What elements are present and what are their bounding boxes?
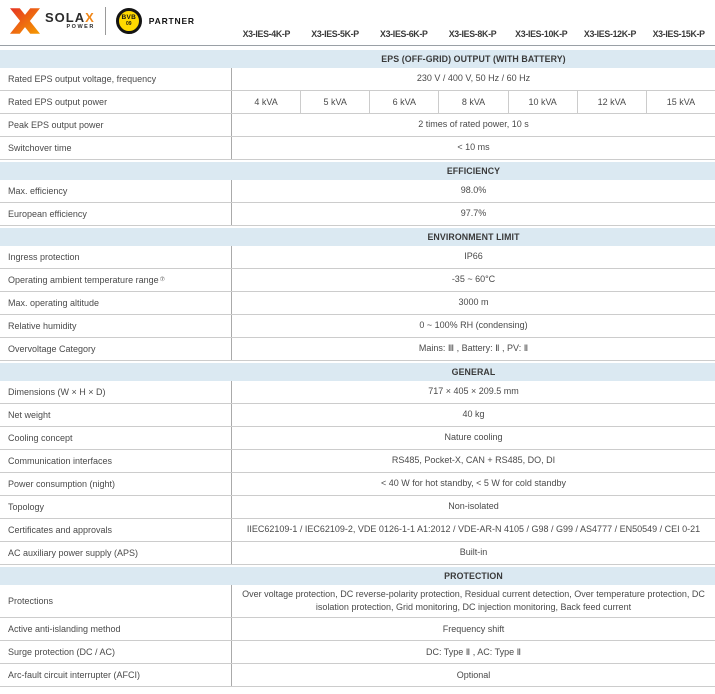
row-label: Relative humidity [0,315,232,337]
row-label: Surge protection (DC / AC) [0,641,232,663]
section-title: EFFICIENCY [446,166,501,176]
spec-row [0,542,715,565]
row-value-cell: 5 kVA [300,91,369,113]
bvb-text: BVB [121,14,137,22]
row-label: Peak EPS output power [0,114,232,136]
row-value: Non-isolated [448,501,499,512]
row-value: 230 V / 400 V, 50 Hz / 60 Hz [416,73,531,84]
section-header [0,162,715,180]
row-value: Over voltage protection, DC reverse-polarity protection, Residual current detection, Over temperature protection, DC isolation protection, Grid monitoring, DC injection monitoring, Back feed current [242,589,705,613]
row-label: Certificates and approvals [0,519,232,541]
spec-row [0,91,715,114]
column-header: X3-IES-12K-P [583,29,637,39]
row-value-cell: 10 kVA [508,91,577,113]
spec-row [0,641,715,664]
row-value: 0 ~ 100% RH (condensing) [419,320,528,331]
spec-row [0,292,715,315]
row-label: Max. operating altitude [0,292,232,314]
row-value: IP66 [464,251,483,262]
section-header [0,228,715,246]
row-value: 98.0% [460,185,487,196]
row-label: Overvoltage Category [0,338,232,360]
spec-row [0,338,715,361]
page-header [0,0,715,46]
spec-row [0,618,715,641]
row-label: AC auxiliary power supply (APS) [0,542,232,564]
row-label: Rated EPS output power [0,91,232,113]
row-value: Mains: Ⅲ , Battery: Ⅱ , PV: Ⅱ [418,343,529,354]
column-header: X3-IES-8K-P [448,29,497,39]
spec-row [0,180,715,203]
row-label: Net weight [0,404,232,426]
row-value-cell: 8 kVA [438,91,507,113]
row-value-cell: 4 kVA [254,97,278,107]
row-value: RS485, Pocket-X, CAN + RS485, DO, DI [391,455,556,466]
partner-label: PARTNER [148,16,195,26]
row-value: 3000 m [458,297,489,308]
brand-text [45,11,95,31]
section-header [0,50,715,68]
row-value: Built-in [459,547,488,558]
spec-row [0,246,715,269]
row-label: Cooling concept [0,427,232,449]
section-header [0,363,715,381]
column-header: X3-IES-15K-P [652,29,705,39]
brand-name: SOLA [45,10,86,26]
section-title: EPS (OFF-GRID) OUTPUT (WITH BATTERY) [381,54,566,64]
spec-row [0,137,715,160]
row-label: Communication interfaces [0,450,232,472]
section-title: GENERAL [451,367,496,377]
row-value-cell: 12 kVA [577,91,646,113]
row-label: Power consumption (night) [0,473,232,495]
row-label: Arc-fault circuit interrupter (AFCI) [0,664,232,686]
spec-row [0,68,715,91]
row-label: Active anti-islanding method [0,618,232,640]
section-title: ENVIRONMENT LIMIT [427,232,520,242]
brand-sub: POWER [66,24,95,31]
row-label: Topology [0,496,232,518]
spec-row [0,381,715,404]
spec-row [0,473,715,496]
brand-x: X [85,10,95,26]
section-title: PROTECTION [444,571,503,581]
row-value: 717 × 405 × 209.5 mm [428,386,519,397]
spec-row [0,585,715,618]
spec-row [0,203,715,226]
row-value: Frequency shift [442,623,505,634]
row-label: European efficiency [0,203,232,225]
row-value: IIEC62109-1 / IEC62109-2, VDE 0126-1-1 A1:2012 / VDE-AR-N 4105 / G98 / G99 / AS4777 / EN50549 / CEI 0-21 [246,524,701,535]
spec-row [0,427,715,450]
spec-row [0,450,715,473]
bvb-logo-icon [116,8,142,34]
section-header [0,567,715,585]
row-value: -35 ~ 60°C [451,274,496,285]
bvb-number: 09 [126,20,132,27]
row-value: 40 kg [462,409,485,420]
row-value: < 40 W for hot standby, < 5 W for cold standby [381,478,566,489]
solax-x-mark-icon [10,8,40,34]
row-value: DC: Type Ⅱ , AC: Type Ⅱ [425,646,522,657]
row-label: Protections [0,585,232,617]
column-header: X3-IES-6K-P [380,29,428,39]
row-label: Rated EPS output voltage, frequency [0,68,232,90]
row-value: 2 times of rated power, 10 s [418,119,529,130]
column-header: X3-IES-10K-P [515,29,568,39]
solax-logo [10,7,195,35]
spec-row [0,519,715,542]
row-label: Switchover time [0,137,232,159]
row-label: Operating ambient temperature range ⑦ [0,269,232,291]
model-column-headers [232,29,713,39]
column-header: X3-IES-5K-P [311,29,359,39]
column-header: X3-IES-4K-P [242,29,291,39]
row-cells [232,91,715,113]
row-label: Dimensions (W × H × D) [0,381,232,403]
row-value-cell: 6 kVA [369,91,438,113]
row-value-cell: 15 kVA [646,91,715,113]
row-value: 97.7% [460,208,487,219]
spec-row [0,664,715,687]
row-value: Optional [456,669,491,680]
spec-row [0,496,715,519]
row-label: Max. efficiency [0,180,232,202]
spec-row [0,404,715,427]
spec-row [0,114,715,137]
spec-table [0,50,715,687]
spec-row [0,315,715,338]
logo-separator [105,7,106,35]
row-label: Ingress protection [0,246,232,268]
row-value: < 10 ms [457,142,490,153]
spec-row [0,269,715,292]
row-value: Nature cooling [444,432,503,443]
